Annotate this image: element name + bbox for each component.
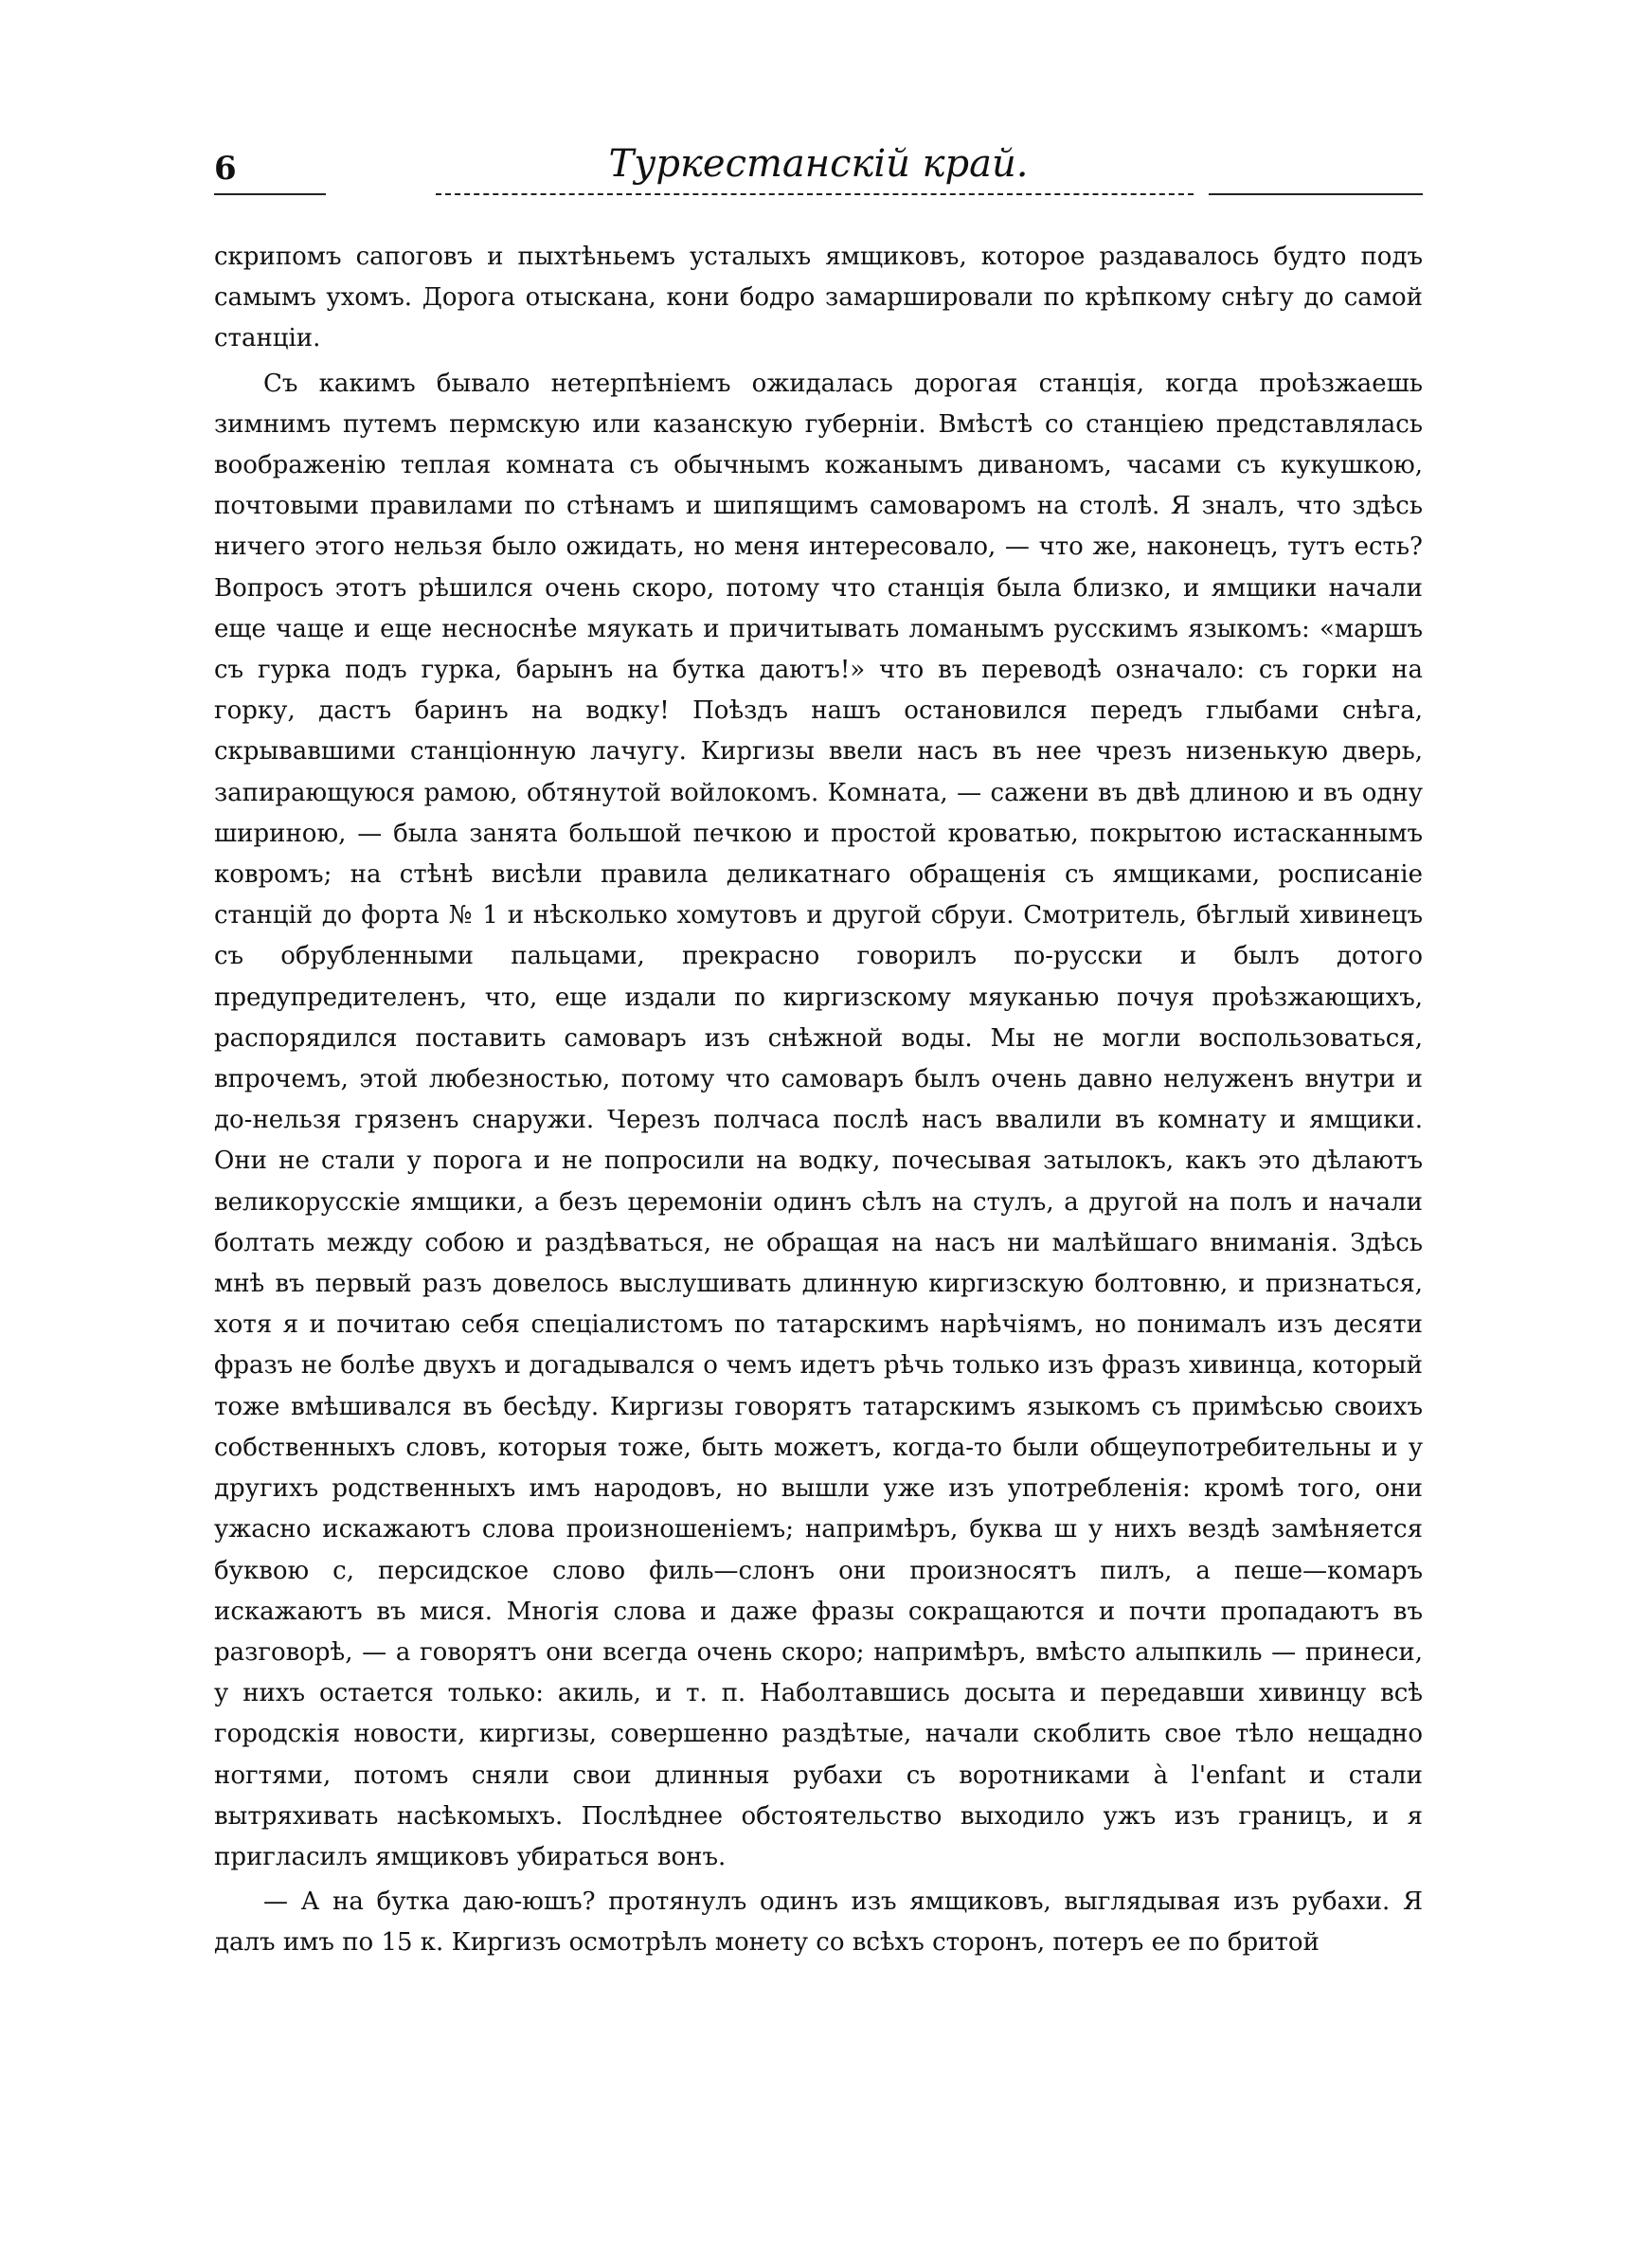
running-title: Туркестанскій край. [608, 142, 1029, 186]
header-rule-right [1209, 193, 1423, 195]
paragraph-dialogue: — А на бутка даю-юшъ? протянулъ одинъ изъ ямщиковъ, выглядывая изъ рубахи. Я далъ имъ по 15 к. Киргизъ осмотрѣлъ монету со всѣхъ сторонъ, потеръ ее по бритой [214, 1887, 1423, 1958]
page-number: 6 [214, 150, 237, 188]
header-rule-left [214, 193, 326, 195]
body-text [214, 237, 1423, 1968]
page-header [214, 142, 1423, 199]
paragraph-station: Съ какимъ бывало нетерпѣніемъ ожидалась дорогая станція, когда проѣзжаешь зимнимъ путемъ пермскую или казанскую губерніи. Вмѣстѣ со станціею представлялась воображенію теплая комната съ обычнымъ кожанымъ диваномъ, часами съ кукушкою, почтовыми правилами по стѣнамъ и шипящимъ самоваромъ на столѣ. Я зналъ, что здѣсь ничего этого нельзя было ожидать, но меня интересовало, — что же, наконецъ, тутъ есть? Вопросъ этотъ рѣшился очень скоро, потому что станція была близко, и ямщики начали еще чаще и еще несноснѣе мяукать и причитывать ломанымъ русскимъ языкомъ: «маршъ съ гурка подъ гурка, барынъ на бутка даютъ!» что въ переводѣ означало: съ горки на горку, дастъ баринъ на водку! Поѣздъ нашъ остановился передъ глыбами снѣга, скрывавшими станціонную лачугу. Киргизы ввели насъ въ нее чрезъ низенькую дверь, запирающуюся рамою, обтянутой войлокомъ. Комната, — сажени въ двѣ длиною и въ одну шириною, — была занята большой печкою и простой кроватью, покрытою истасканнымъ ковромъ; на стѣнѣ висѣли правила деликатнаго обращенія съ ямщиками, росписаніе станцій до форта № 1 и нѣсколько хомутовъ и другой сбруи. Смотритель, бѣглый хивинецъ съ обрубленными пальцами, прекрасно говорилъ по-русски и былъ дотого предупредителенъ, что, еще издали по киргизскому мяуканью почуя проѣзжающихъ, распорядился поставить самоваръ изъ снѣжной воды. Мы не могли воспользоваться, впрочемъ, этой любезностью, потому что самоваръ былъ очень давно нелуженъ внутри и до-нельзя грязенъ снаружи. Черезъ полчаса послѣ насъ ввалили въ комнату и ямщики. Они не стали у порога и не попросили на водку, почесывая затылокъ, какъ это дѣлаютъ великорусскіе ямщики, а безъ церемоніи одинъ сѣлъ на стулъ, а другой на полъ и начали болтать между собою и раздѣваться, не обращая на насъ ни малѣйшаго вниманія. Здѣсь мнѣ въ первый разъ довелось выслушивать длинную киргизскую болтовню, и признаться, хотя я и почитаю себя спеціалистомъ по татарскимъ нарѣчіямъ, но понималъ изъ десяти фразъ не болѣе двухъ и догадывался о чемъ идетъ рѣчь только изъ фразъ хивинца, который тоже вмѣшивался въ бесѣду. Киргизы говорятъ татарскимъ языкомъ съ примѣсью своихъ собственныхъ словъ, которыя тоже, быть можетъ, когда-то были общеупотребительны и у другихъ родственныхъ имъ народовъ, но вышли уже изъ употребленія: кромѣ того, они ужасно искажаютъ слова произношеніемъ; напримѣръ, буква ш у нихъ вездѣ замѣняется буквою с, персидское слово филь—слонъ они произносятъ пилъ, а пеше—комаръ искажаютъ въ мися. Многія слова и даже фразы сокращаются и почти пропадаютъ въ разговорѣ, — а говорятъ они всегда очень скоро; напримѣръ, вмѣсто алыпкиль — принеси, у нихъ остается только: акиль, и т. п. Наболтавшись досыта и передавши хивинцу всѣ городскія новости, киргизы, совершенно раздѣтые, начали скоблить свое тѣло нещадно ногтями, потомъ сняли свои длинныя рубахи съ воротниками à l'enfant и стали вытряхивать насѣкомыхъ. Послѣднее обстоятельство выходило ужъ изъ границъ, и я пригласилъ ямщиковъ убираться вонъ. [214, 369, 1423, 1871]
paragraph-continuation: скрипомъ сапоговъ и пыхтѣньемъ усталыхъ ямщиковъ, которое раздавалось будто подъ самымъ ухомъ. Дорога отыскана, кони бодро замаршировали по крѣпкому снѣгу до самой станціи. [214, 243, 1423, 353]
header-rule-middle [436, 193, 1194, 195]
